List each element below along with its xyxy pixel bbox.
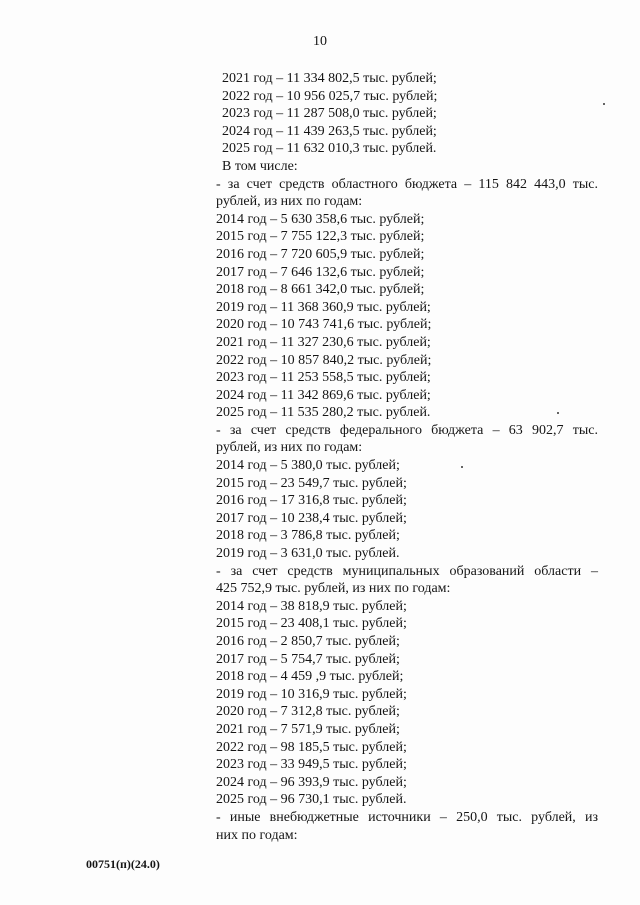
text-line: 2021 год – 11 334 802,5 тыс. рублей;: [222, 71, 437, 86]
scan-speck: [461, 466, 463, 468]
text-line: 2019 год – 10 316,9 тыс. рублей;: [216, 686, 407, 702]
text-line: 2017 год – 7 646 132,6 тыс. рублей;: [216, 264, 425, 280]
text-line: 2019 год – 11 368 360,9 тыс. рублей;: [216, 299, 431, 315]
text-line: 2017 год – 10 238,4 тыс. рублей;: [216, 510, 407, 526]
text-line: 2024 год – 11 439 263,5 тыс. рублей;: [222, 123, 437, 139]
text-line: 2021 год – 7 571,9 тыс. рублей;: [216, 721, 400, 737]
text-line: - за счет средств областного бюджета – 115 842 443,0 тыс.: [216, 176, 598, 192]
text-line: 2024 год – 11 342 869,6 тыс. рублей;: [216, 387, 431, 403]
text-line: - за счет средств муниципальных образований области –: [216, 563, 598, 579]
text-line: 2015 год – 23 408,1 тыс. рублей;: [216, 616, 407, 632]
text-line: 2015 год – 23 549,7 тыс. рублей;: [216, 475, 407, 491]
text-line: рублей, из них по годам:: [216, 440, 363, 456]
text-line: 2023 год – 11 287 508,0 тыс. рублей;: [222, 106, 437, 122]
text-line: 2020 год – 10 743 741,6 тыс. рублей;: [216, 317, 432, 333]
document-code: 00751(п)(24.0): [86, 857, 160, 871]
text-line: 2016 год – 2 850,7 тыс. рублей;: [216, 634, 400, 649]
text-line: - за счет средств федерального бюджета – 63 902,7 тыс.: [216, 422, 598, 438]
text-line: 2014 год – 5 630 358,6 тыс. рублей;: [216, 211, 425, 227]
text-line: 2018 год – 3 786,8 тыс. рублей;: [216, 528, 400, 544]
text-line: 2025 год – 11 632 010,3 тыс. рублей.: [222, 141, 437, 157]
text-line: 2025 год – 96 730,1 тыс. рублей.: [216, 792, 407, 808]
text-line: 2018 год – 4 459 ,9 тыс. рублей;: [216, 669, 404, 685]
text-line: 2019 год – 3 631,0 тыс. рублей.: [216, 546, 400, 562]
scan-speck: [603, 103, 605, 105]
text-line: 2022 год – 98 185,5 тыс. рублей;: [216, 739, 407, 755]
text-line: 2016 год – 17 316,8 тыс. рублей;: [216, 493, 407, 509]
text-line: В том числе:: [222, 158, 298, 174]
scan-speck: [557, 412, 559, 414]
text-line: рублей, из них по годам:: [216, 194, 363, 210]
text-line: 2020 год – 7 312,8 тыс. рублей;: [216, 704, 400, 720]
text-line: 2016 год – 7 720 605,9 тыс. рублей;: [216, 246, 425, 262]
text-line: 2023 год – 11 253 558,5 тыс. рублей;: [216, 370, 431, 386]
text-line: 2021 год – 11 327 230,6 тыс. рублей;: [216, 334, 431, 350]
text-line: 2023 год – 33 949,5 тыс. рублей;: [216, 757, 407, 773]
text-line: 2014 год – 5 380,0 тыс. рублей;: [216, 458, 400, 474]
text-line: 2014 год – 38 818,9 тыс. рублей;: [216, 598, 407, 614]
text-line: 2022 год – 10 857 840,2 тыс. рублей;: [216, 352, 432, 368]
text-line: 2015 год – 7 755 122,3 тыс. рублей;: [216, 229, 425, 245]
text-line: - иные внебюджетные источники – 250,0 тыс. рублей, из: [216, 809, 598, 825]
page-number: 10: [313, 34, 327, 49]
text-line: 2022 год – 10 956 025,7 тыс. рублей;: [222, 88, 438, 104]
text-line: 2017 год – 5 754,7 тыс. рублей;: [216, 651, 400, 667]
text-line: 425 752,9 тыс. рублей, из них по годам:: [216, 581, 451, 597]
text-line: 2025 год – 11 535 280,2 тыс. рублей.: [216, 405, 431, 421]
text-line: них по годам:: [216, 827, 298, 843]
text-line: 2018 год – 8 661 342,0 тыс. рублей;: [216, 282, 425, 298]
text-line: 2024 год – 96 393,9 тыс. рублей;: [216, 774, 407, 790]
funding-text-block: [216, 70, 598, 844]
